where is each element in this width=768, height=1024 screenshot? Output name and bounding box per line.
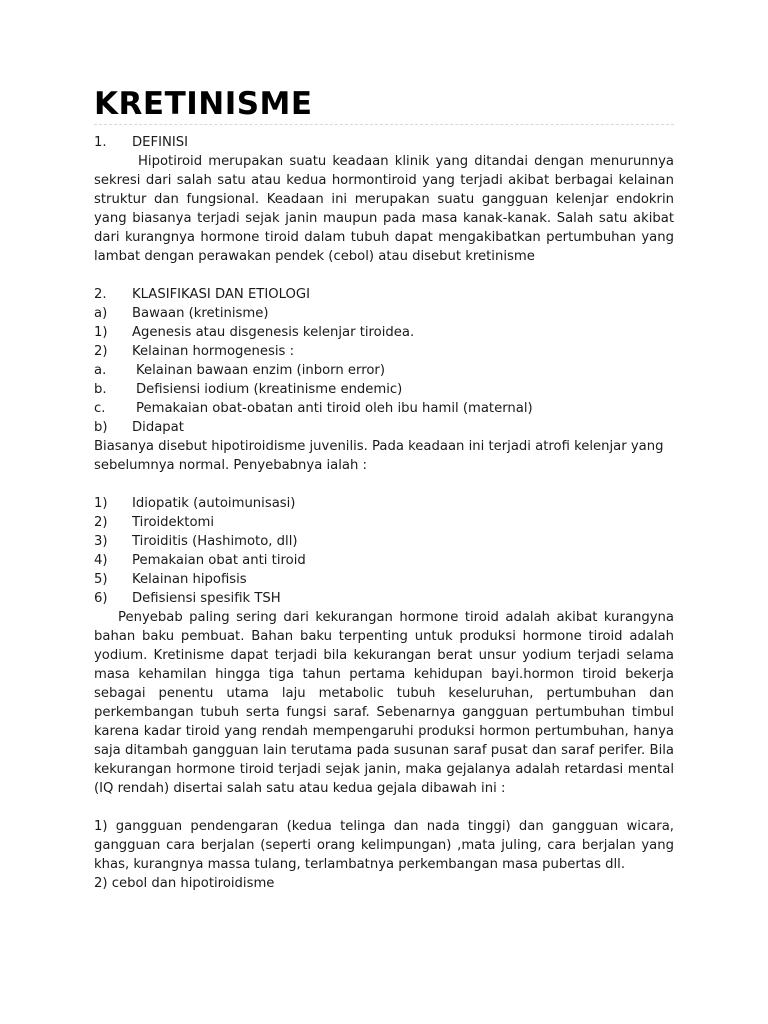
title-divider — [94, 124, 674, 125]
document-title: KRETINISME — [94, 86, 313, 122]
list-text: Bawaan (kretinisme) — [132, 306, 269, 321]
list-marker: 1) — [94, 325, 108, 340]
paragraph-gejala-1: 1) gangguan pendengaran (kedua telinga dan nada tinggi) dan gangguan wicara, gangguan cara berjalan (seperti orang kelimpungan) ,mata juling, cara berjalan yang khas, kurangnya massa tulang, terlambatnya perkembangan masa pubertas dll. — [94, 819, 674, 872]
paragraph-gejala-2: 2) cebol dan hipotiroidisme — [94, 876, 275, 891]
list-marker: a. — [94, 363, 107, 378]
list-item — [94, 570, 674, 589]
list-marker: 6) — [94, 591, 108, 606]
spacer — [94, 266, 674, 285]
list-marker: 1) — [94, 496, 108, 511]
paragraph-definisi: Hipotiroid merupakan suatu keadaan klinik yang ditandai dengan menurunnya sekresi dari salah satu atau kedua hormontiroid yang terjadi akibat berbagai kelainan struktur dan fungsional. Keadaan ini merupakan suatu gangguan kelenjar endokrin yang biasanya terjadi sejak janin maupun pada masa kanak-kanak. Salah satu akibat dari kurangnya hormone tiroid dalam tubuh dapat mengakibatkan pertumbuhan yang lambat dengan perawakan pendek (cebol) atau disebut kretinisme — [94, 154, 674, 264]
list-marker: b. — [94, 382, 107, 397]
list-item — [94, 304, 674, 323]
list-item — [94, 532, 674, 551]
list-text: Kelainan hormogenesis : — [132, 344, 295, 359]
list-item — [94, 361, 674, 380]
list-item — [94, 380, 674, 399]
list-item — [94, 551, 674, 570]
section-heading-text: DEFINISI — [132, 135, 188, 150]
list-item — [94, 513, 674, 532]
section-number: 1. — [94, 135, 107, 150]
list-item — [94, 418, 674, 437]
section-heading-text: KLASIFIKASI DAN ETIOLOGI — [132, 287, 310, 302]
list-text: Pemakaian obat anti tiroid — [132, 553, 306, 568]
list-text: Pemakaian obat-obatan anti tiroid oleh ibu hamil (maternal) — [136, 401, 533, 416]
list-item — [94, 342, 674, 361]
list-text: Defisiensi spesifik TSH — [132, 591, 281, 606]
list-text: Tiroidektomi — [132, 515, 215, 530]
list-marker: 2) — [94, 515, 108, 530]
list-item — [94, 399, 674, 418]
paragraph-didapat: Biasanya disebut hipotiroidisme juvenilis. Pada keadaan ini terjadi atrofi kelenjar yang sebelumnya normal. Penyebabnya ialah : — [94, 439, 664, 473]
list-text: Tiroiditis (Hashimoto, dll) — [132, 534, 298, 549]
section-heading-definisi — [94, 133, 674, 152]
list-marker: 4) — [94, 553, 108, 568]
paragraph-penyebab: Penyebab paling sering dari kekurangan hormone tiroid adalah akibat kurangyna bahan baku pembuat. Bahan baku terpenting untuk produksi hormone tiroid adalah yodium. Kretinisme dapat terjadi bila kekurangan berat unsur yodium terjadi selama masa kehamilan hingga tiga tahun pertama kehidupan bayi.hormon tiroid bekerja sebagai penentu utama laju metabolic tubuh keseluruhan, pertumbuhan dan perkembangan tubuh serta fungsi saraf. Sebenarnya gangguan pertumbuhan timbul karena kadar tiroid yang rendah mempengaruhi produksi hormon pertumbuhan, hanya saja ditambah gangguan lain terutama pada susunan saraf pusat dan saraf perifer. Bila kekurangan hormone tiroid terjadi sejak janin, maka gejalanya adalah retardasi mental (IQ rendah) disertai salah satu atau kedua gejala dibawah ini : — [94, 610, 674, 796]
spacer — [94, 475, 674, 494]
list-text: Kelainan hipofisis — [132, 572, 247, 587]
document-body — [94, 133, 674, 893]
list-item — [94, 589, 674, 608]
section-heading-klasifikasi — [94, 285, 674, 304]
list-text: Defisiensi iodium (kreatinisme endemic) — [136, 382, 403, 397]
spacer — [94, 798, 674, 817]
list-item — [94, 494, 674, 513]
section-number: 2. — [94, 287, 107, 302]
list-item — [94, 323, 674, 342]
list-text: Didapat — [132, 420, 184, 435]
list-marker: c. — [94, 401, 106, 416]
list-marker: a) — [94, 306, 108, 321]
list-text: Kelainan bawaan enzim (inborn error) — [136, 363, 385, 378]
list-marker: 3) — [94, 534, 108, 549]
list-marker: b) — [94, 420, 108, 435]
list-text: Agenesis atau disgenesis kelenjar tiroidea. — [132, 325, 415, 340]
list-marker: 5) — [94, 572, 108, 587]
list-text: Idiopatik (autoimunisasi) — [132, 496, 296, 511]
list-marker: 2) — [94, 344, 108, 359]
